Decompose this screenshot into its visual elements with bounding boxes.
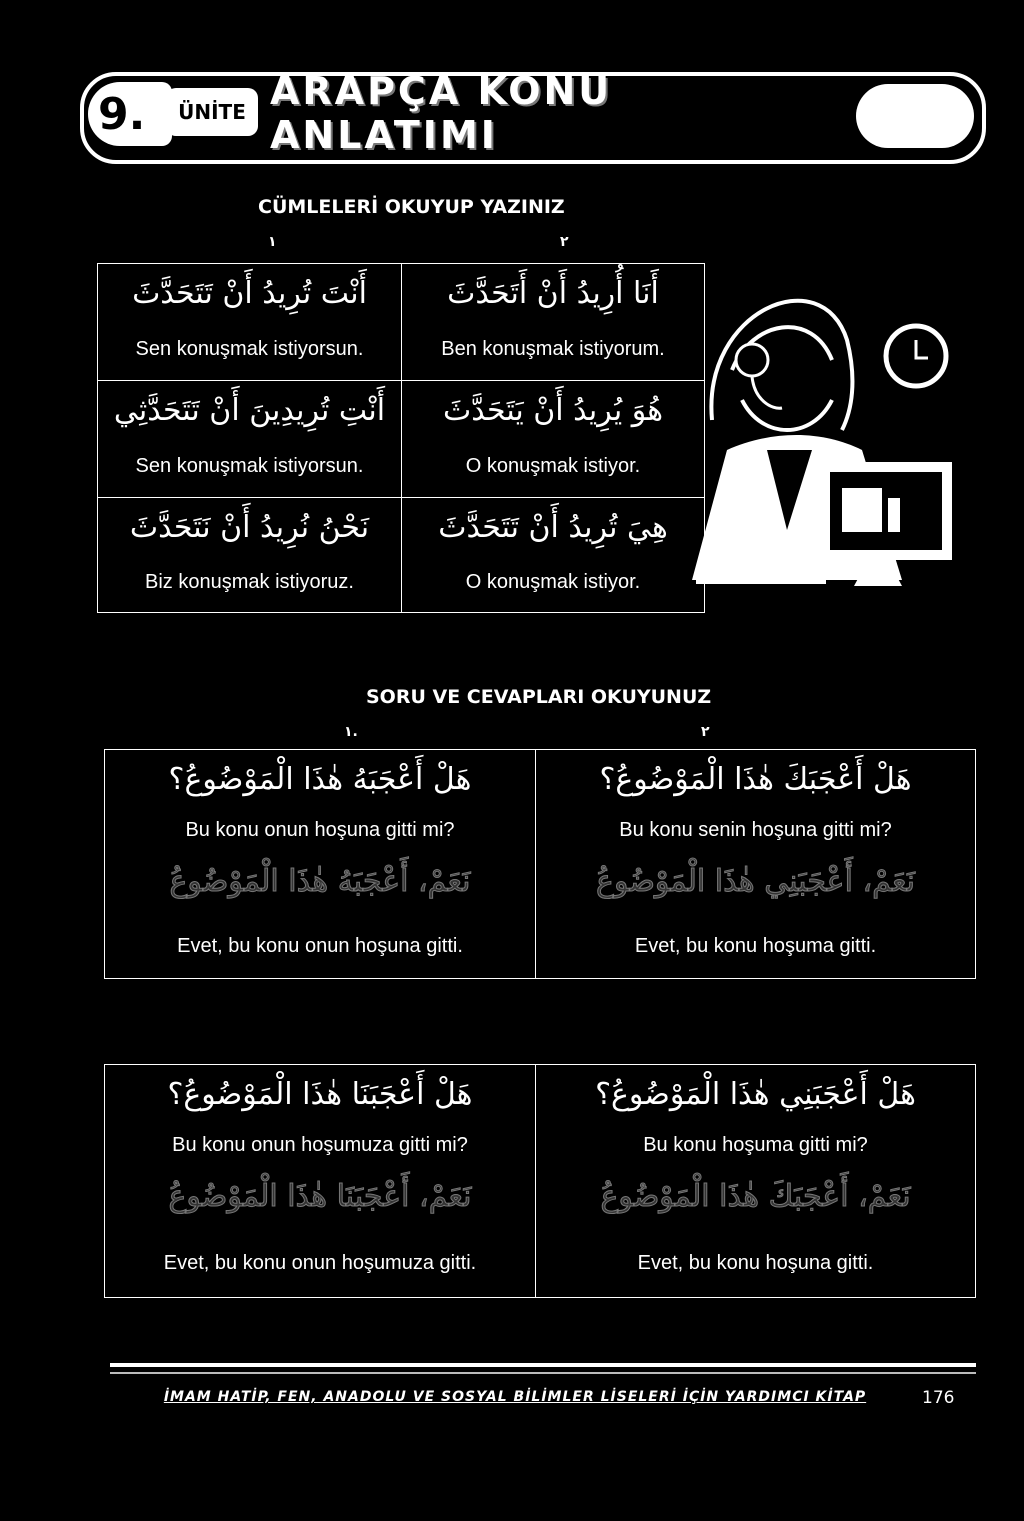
footer-divider bbox=[110, 1363, 976, 1367]
arabic-sentence: أَنَا أُرِيدُ أَنْ أَتَحَدَّثَ bbox=[447, 276, 659, 311]
arabic-answer-trace: نَعَمْ، أَعْجَبَنِي هٰذَا الْمَوْضُوعُ bbox=[596, 864, 915, 899]
arabic-question: هَلْ أَعْجَبَنِي هٰذَا الْمَوْضُوعُ؟ bbox=[595, 1077, 916, 1112]
unit-number: 9. bbox=[88, 82, 172, 146]
footer-divider-thin bbox=[110, 1372, 976, 1374]
table-row bbox=[98, 498, 705, 613]
section2-left-marker: ١. bbox=[344, 724, 358, 740]
unit-label: ÜNİTE bbox=[166, 88, 258, 136]
turkish-answer: Evet, bu konu hoşuma gitti. bbox=[634, 935, 877, 957]
turkish-translation: O konuşmak istiyor. bbox=[465, 571, 641, 593]
section1-heading: CÜMLELERİ OKUYUP YAZINIZ bbox=[258, 196, 565, 218]
turkish-answer: Evet, bu konu onun hoşumuza gitti. bbox=[163, 1252, 477, 1274]
turkish-answer: Evet, bu konu onun hoşuna gitti. bbox=[177, 935, 463, 957]
table-row bbox=[105, 750, 976, 979]
table-row bbox=[98, 264, 705, 381]
arabic-sentence: هُوَ يُرِيدُ أَنْ يَتَحَدَّثَ bbox=[442, 393, 664, 428]
table-cell bbox=[536, 1065, 976, 1298]
arabic-question: هَلْ أَعْجَبَهُ هٰذَا الْمَوْضُوعُ؟ bbox=[168, 762, 472, 797]
arabic-sentence: أَنْتِ تُرِيدِينَ أَنْ تَتَحَدَّثِي bbox=[113, 393, 386, 428]
turkish-answer: Evet, bu konu hoşuna gitti. bbox=[637, 1252, 874, 1274]
turkish-translation: Sen konuşmak istiyorsun. bbox=[135, 455, 364, 477]
keyboard-icon bbox=[696, 576, 826, 584]
qa-table-bottom bbox=[104, 1064, 976, 1298]
table-cell bbox=[402, 381, 705, 498]
arabic-sentence: أَنْتَ تُرِيدُ أَنْ تَتَحَدَّثَ bbox=[132, 276, 367, 311]
section2-right-marker: ٢ bbox=[701, 724, 710, 740]
arabic-answer-trace: نَعَمْ، أَعْجَبَكَ هٰذَا الْمَوْضُوعُ bbox=[600, 1179, 911, 1214]
table-cell bbox=[98, 264, 402, 381]
table-cell bbox=[105, 750, 536, 979]
table-row bbox=[105, 1065, 976, 1298]
table-cell bbox=[98, 381, 402, 498]
arabic-answer-trace: نَعَمْ، أَعْجَبَنَا هٰذَا الْمَوْضُوعُ bbox=[168, 1179, 472, 1214]
section1-right-marker: ٢ bbox=[560, 234, 569, 250]
turkish-question: Bu konu onun hoşuna gitti mi? bbox=[185, 819, 455, 841]
table-cell bbox=[402, 498, 705, 613]
arabic-question: هَلْ أَعْجَبَكَ هٰذَا الْمَوْضُوعُ؟ bbox=[599, 762, 912, 797]
qa-table-top bbox=[104, 749, 976, 979]
turkish-question: Bu konu hoşuma gitti mi? bbox=[643, 1134, 868, 1156]
table-cell bbox=[105, 1065, 536, 1298]
arabic-sentence: هِيَ تُرِيدُ أَنْ تَتَحَدَّثَ bbox=[438, 510, 668, 545]
turkish-translation: Sen konuşmak istiyorsun. bbox=[135, 338, 364, 360]
table-cell bbox=[402, 264, 705, 381]
page-title: ARAPÇA KONU ANLATIMI bbox=[270, 69, 613, 157]
page-number: 176 bbox=[922, 1388, 955, 1408]
turkish-translation: Biz konuşmak istiyoruz. bbox=[145, 571, 354, 593]
section1-left-marker: ١ bbox=[268, 234, 277, 250]
turkish-translation: Ben konuşmak istiyorum. bbox=[441, 338, 665, 360]
turkish-question: Bu konu onun hoşumuza gitti mi? bbox=[172, 1134, 468, 1156]
operator-illustration bbox=[672, 250, 972, 630]
section2-heading: SORU VE CEVAPLARI OKUYUNUZ bbox=[366, 686, 712, 708]
arabic-answer-trace: نَعَمْ، أَعْجَبَهُ هٰذَا الْمَوْضُوعُ bbox=[169, 864, 471, 899]
turkish-translation: O konuşmak istiyor. bbox=[465, 455, 641, 477]
banner-end-cap bbox=[856, 84, 974, 148]
table-row bbox=[98, 381, 705, 498]
headset-icon bbox=[736, 344, 768, 376]
footer-book-title: İMAM HATİP, FEN, ANADOLU VE SOSYAL BİLİMLER LİSELERİ İÇİN YARDIMCI KİTAP bbox=[163, 1389, 867, 1405]
sentence-table bbox=[97, 263, 705, 613]
turkish-question: Bu konu senin hoşuna gitti mi? bbox=[619, 819, 892, 841]
table-cell bbox=[98, 498, 402, 613]
arabic-question: هَلْ أَعْجَبَنَا هٰذَا الْمَوْضُوعُ؟ bbox=[167, 1077, 473, 1112]
arabic-sentence: نَحْنُ نُرِيدُ أَنْ نَتَحَدَّثَ bbox=[129, 510, 370, 545]
table-cell bbox=[536, 750, 976, 979]
